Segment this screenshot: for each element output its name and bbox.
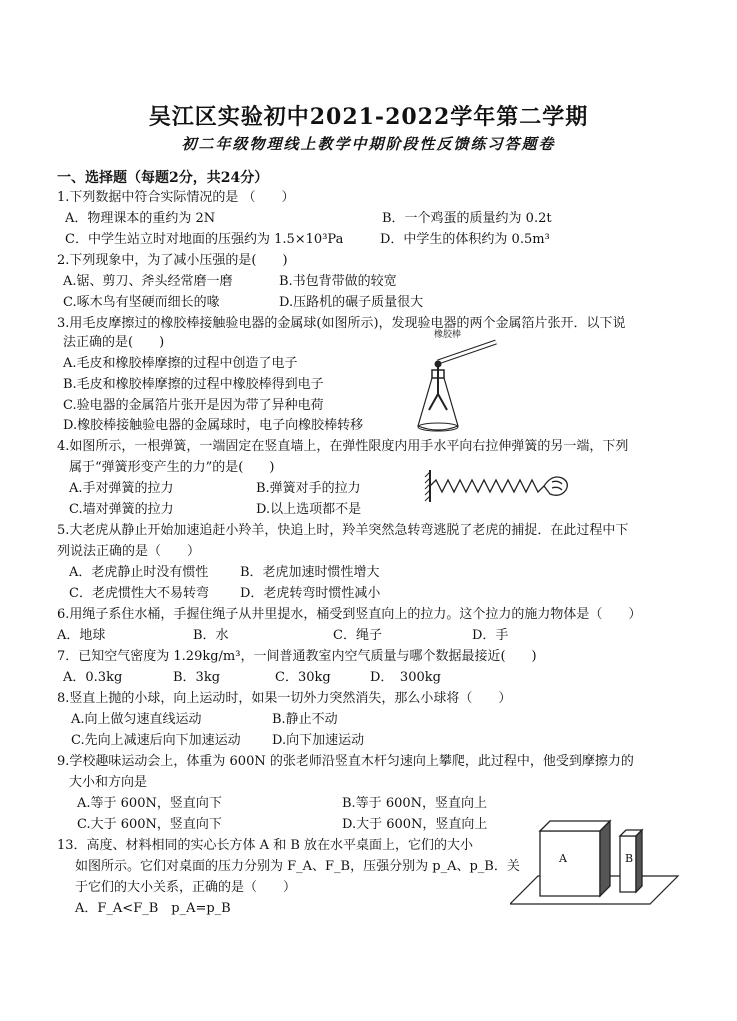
rubber-rod xyxy=(438,342,496,362)
q5-option-b: B．老虎加速时惯性增大 xyxy=(240,565,380,580)
q3-option-b: B.毛皮和橡胶棒摩擦的过程中橡胶棒得到电子 xyxy=(63,377,324,392)
q8-option-a: A.向上做匀速直线运动 xyxy=(71,712,202,727)
block-a-label: A xyxy=(559,852,567,865)
q5-stem-line2: 列说法正确的是（ ） xyxy=(57,544,201,559)
q8-option-d: D.向下加速运动 xyxy=(272,733,365,748)
q1-option-b: B．一个鸡蛋的质量约为 0.2t xyxy=(382,211,552,226)
q9-stem-line2: 大小和方向是 xyxy=(69,775,148,790)
block-a xyxy=(540,821,610,896)
q4-option-c: C.墙对弹簧的拉力 xyxy=(69,502,174,517)
q5-option-d: D．老虎转弯时惯性减小 xyxy=(240,586,381,601)
q6-option-b: B．水 xyxy=(193,628,229,643)
wall xyxy=(425,470,430,502)
q13-option-a: A．F_A<F_B p_A=p_B xyxy=(75,901,231,916)
q9-option-b: B.等于 600N，竖直向上 xyxy=(342,796,488,811)
electroscope-figure xyxy=(410,334,510,439)
q8-option-b: B.静止不动 xyxy=(272,712,338,727)
page-title: 吴江区实验初中2021-2022学年第二学期 xyxy=(148,104,589,130)
q7-option-d: D． 300kg xyxy=(370,670,441,685)
q5-stem-line1: 5.大老虎从静止开始加速追赶小羚羊，快追上时，羚羊突然急转弯逃脱了老虎的捕捉．在此过程中下 xyxy=(57,523,629,538)
q8-stem: 8.竖直上抛的小球，向上运动时，如果一切外力突然消失，那么小球将（ ） xyxy=(57,691,512,706)
q4-option-a: A.手对弹簧的拉力 xyxy=(69,481,174,496)
q1-option-a: A．物理课本的重约为 2N xyxy=(65,211,216,226)
q3-option-a: A.毛皮和橡胶棒摩擦的过程中创造了电子 xyxy=(63,356,298,371)
q3-stem-line1: 3.用毛皮摩擦过的橡胶棒接触验电器的金属球(如图所示)，发现验电器的两个金属箔片张开．以下说 xyxy=(57,316,626,331)
spring-figure xyxy=(424,468,574,504)
q6-option-d: D．手 xyxy=(472,628,509,643)
q2-stem: 2.下列现象中，为了减小压强的是( ) xyxy=(57,253,288,268)
q5-option-a: A．老虎静止时没有惯性 xyxy=(69,565,209,580)
q13-stem-line2: 如图所示。它们对桌面的压力分别为 F_A、F_B，压强分别为 p_A、p_B．关 xyxy=(75,859,520,874)
q2-option-a: A.锯、剪刀、斧头经常磨一磨 xyxy=(63,274,233,289)
spring xyxy=(430,480,544,492)
q2-option-d: D.压路机的碾子质量很大 xyxy=(279,295,424,310)
q3-option-d: D.橡胶棒接触验电器的金属球时，电子向橡胶棒转移 xyxy=(63,418,364,433)
q6-option-a: A．地球 xyxy=(57,628,106,643)
metal-ball xyxy=(435,361,442,368)
metal-foil-right xyxy=(438,394,447,410)
q9-stem-line1: 9.学校趣味运动会上，体重为 600N 的张老师沿竖直木杆匀速向上攀爬，此过程中，他受到摩擦力的 xyxy=(57,754,634,769)
q4-stem-line2: 属于“弹簧形变产生的力”的是( ) xyxy=(69,460,275,475)
q4-option-b: B.弹簧对手的拉力 xyxy=(256,481,361,496)
metal-foil-left xyxy=(429,394,438,410)
q9-option-c: C.大于 600N，竖直向下 xyxy=(77,817,222,832)
q7-option-b: B．3kg xyxy=(173,670,221,685)
q8-option-c: C.先向上减速后向下加速运动 xyxy=(71,733,241,748)
q4-option-d: D.以上选项都不是 xyxy=(256,502,362,517)
q6-option-c: C．绳子 xyxy=(333,628,382,643)
q2-option-c: C.啄木鸟有坚硬而细长的喙 xyxy=(63,295,220,310)
q3-stem-line2: 法正确的是( ) xyxy=(63,335,165,350)
q4-stem-line1: 4.如图所示，一根弹簧，一端固定在竖直墙上，在弹性限度内用手水平向右拉伸弹簧的另一端，下列 xyxy=(57,439,629,454)
blocks-figure xyxy=(510,816,680,906)
block-b-label: B xyxy=(625,852,634,865)
section-heading: 一、选择题（每题2分，共24分） xyxy=(57,170,269,186)
q7-option-a: A．0.3kg xyxy=(63,670,123,685)
q2-option-b: B.书包背带做的较宽 xyxy=(279,274,397,289)
q9-option-d: D.大于 600N，竖直向上 xyxy=(342,817,488,832)
q7-stem: 7．已知空气密度为 1.29kg/m³，一间普通教室内空气质量与哪个数据最接近( ) xyxy=(57,649,537,664)
page-subtitle: 初二年级物理线上教学中期阶段性反馈练习答题卷 xyxy=(181,135,556,153)
q3-option-c: C.验电器的金属箔片张开是因为带了异种电荷 xyxy=(63,398,324,413)
q7-option-c: C．30kg xyxy=(275,670,331,685)
rubber-rod-label: 橡胶棒 xyxy=(434,330,462,340)
q5-option-c: C．老虎惯性大不易转弯 xyxy=(69,586,209,601)
q9-option-a: A.等于 600N，竖直向下 xyxy=(77,796,222,811)
hand xyxy=(544,477,567,495)
q13-stem-line1: 13．高度、材料相同的实心长方体 A 和 B 放在水平桌面上，它们的大小 xyxy=(57,838,474,853)
q1-stem: 1.下列数据中符合实际情况的是 （ ） xyxy=(57,190,295,205)
q1-option-c: C．中学生站立时对地面的压强约为 1.5×10³Pa xyxy=(65,232,344,247)
q13-stem-line3: 于它们的大小关系，正确的是（ ） xyxy=(75,880,297,895)
q6-stem: 6.用绳子系住水桶，手握住绳子从井里提水，桶受到竖直向上的拉力。这个拉力的施力物体是（ ） xyxy=(57,607,642,622)
q1-option-d: D．中学生的体积约为 0.5m³ xyxy=(380,232,550,247)
